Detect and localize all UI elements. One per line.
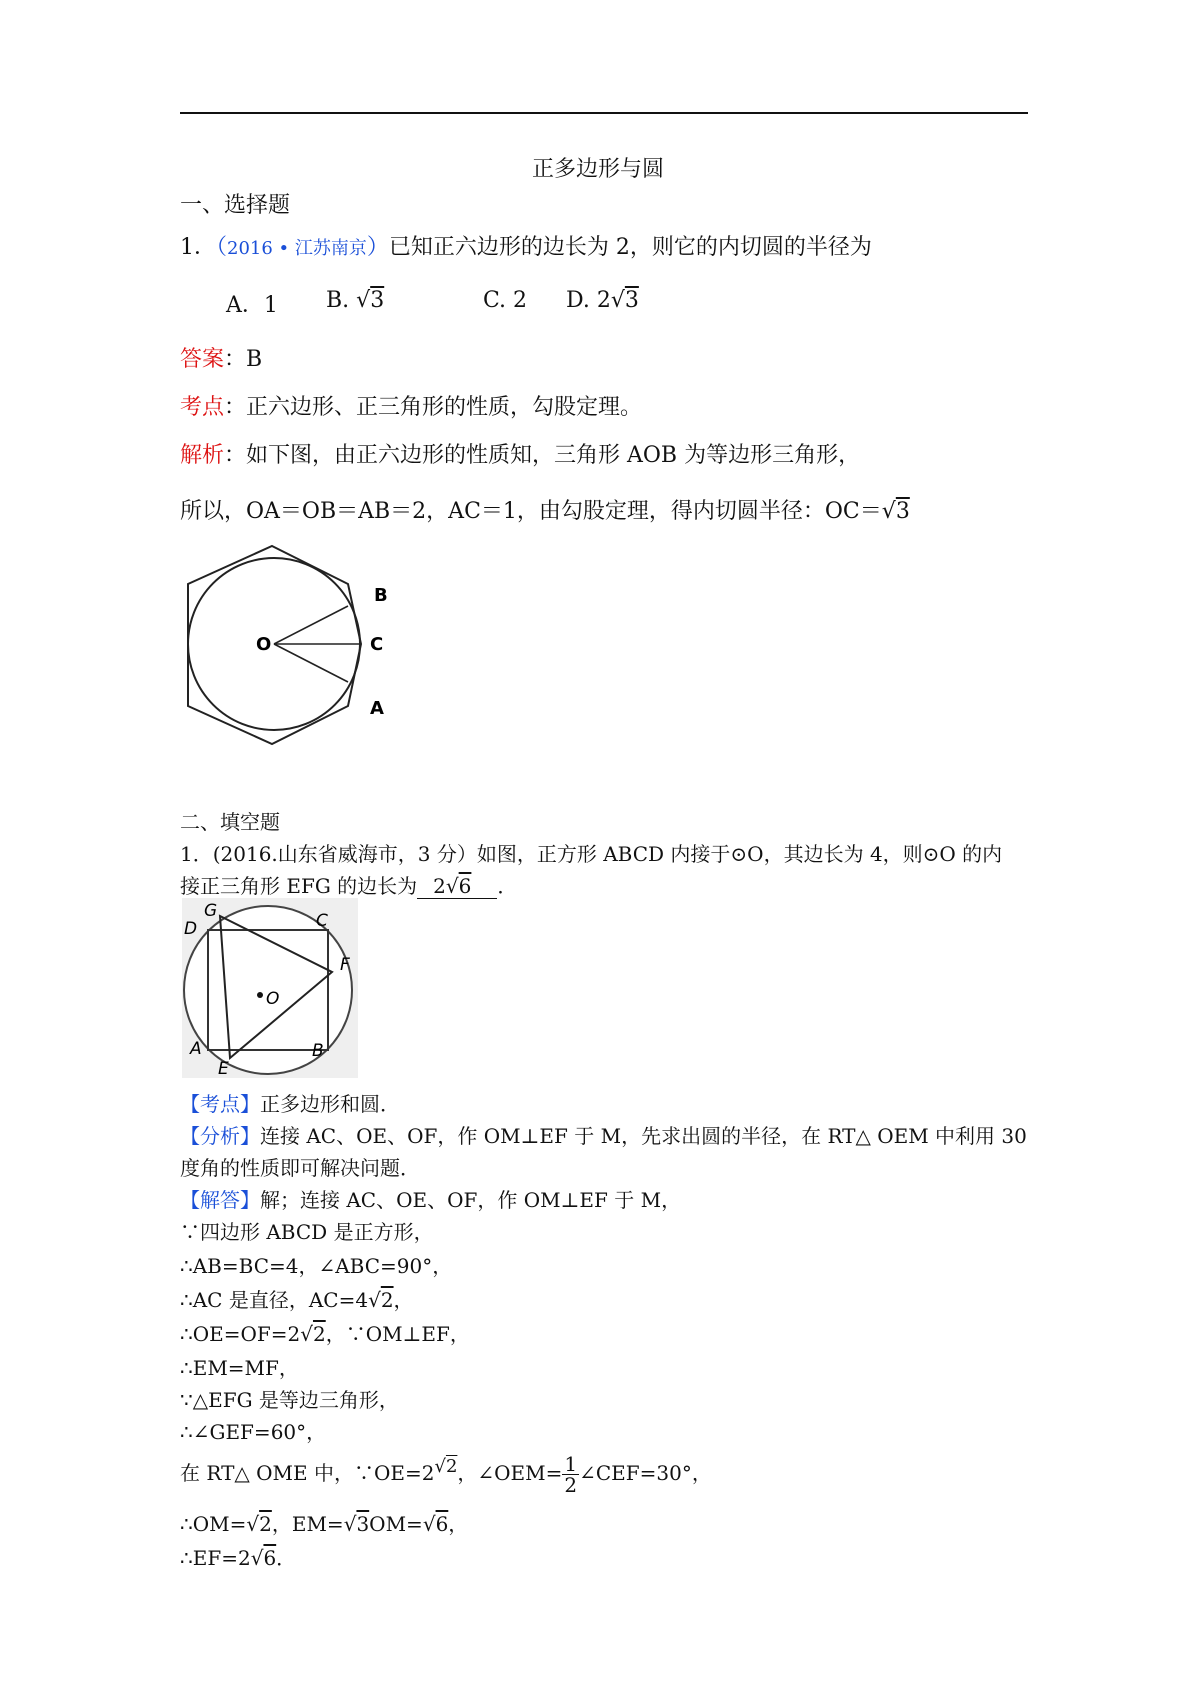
option-d-label: D. 2 (566, 288, 611, 313)
label-o: O (266, 989, 280, 1009)
square-triangle-figure (182, 898, 358, 1078)
label-g: G (204, 901, 218, 921)
center-point (257, 992, 263, 998)
q2-kaodian-value: 正多边形和圆． (260, 1092, 400, 1116)
option-d (566, 288, 639, 313)
step-9-text: ∴OM= (180, 1512, 247, 1536)
label-f: F (340, 955, 350, 975)
step-10-end: ． (276, 1546, 297, 1570)
option-a: A．1 (226, 293, 278, 318)
segment-oa (274, 644, 348, 682)
kaodian-line (180, 390, 642, 421)
step-10-text: ∴EF=2 (180, 1546, 251, 1570)
answer-value: ：B (224, 347, 263, 372)
solution-step-7: ∴∠GEF=60°， (180, 1420, 327, 1444)
sqrt-sign: √3 (881, 499, 910, 524)
option-b-label: B. (326, 288, 350, 313)
question-1-stem (180, 230, 872, 261)
sqrt-sign: √2 (300, 1322, 326, 1346)
solution-step-4 (180, 1318, 470, 1347)
label-b: B (374, 585, 388, 606)
option-b (326, 288, 384, 313)
fraction-numerator: 1 (564, 1452, 578, 1476)
q2-fenxi-label: 【分析】 (180, 1124, 260, 1148)
solution-step-1: ∵四边形 ABCD 是正方形， (180, 1220, 434, 1244)
sqrt-sign: √2 (434, 1456, 458, 1478)
step-8-text: 在 RT△ OME 中，∵OE=2 (180, 1461, 435, 1485)
label-e: E (218, 1059, 229, 1078)
radicand: 6 (435, 1512, 449, 1536)
radicand: 2 (445, 1456, 458, 1478)
step-3-text: ∴AC 是直径，AC=4 (180, 1288, 369, 1312)
hexagon-figure (186, 544, 396, 756)
segment-ob (274, 606, 348, 644)
sqrt-sign: √2 (246, 1512, 272, 1536)
label-d: D (184, 919, 198, 939)
question-2-end: ． (497, 874, 518, 898)
header-rule (180, 112, 1028, 114)
radicand: 2 (312, 1322, 326, 1346)
step-3-end: ， (393, 1288, 414, 1312)
label-b: B (312, 1041, 324, 1061)
answer-blank (417, 874, 497, 899)
fraction-denominator: 2 (564, 1473, 578, 1497)
question-2-line-2-text: 接正三角形 EFG 的边长为 (180, 874, 418, 898)
q2-fenxi-line-2: 度角的性质即可解决问题． (180, 1156, 420, 1180)
kaodian-value: ：正六边形、正三角形的性质，勾股定理。 (224, 395, 643, 420)
answer-label: 答案 (180, 347, 225, 372)
radicand: 3 (370, 288, 385, 313)
solution-step-10 (180, 1542, 296, 1571)
page-title: 正多边形与圆 (532, 157, 665, 182)
radicand: 3 (356, 1512, 370, 1536)
jiexi-line-2-text: 所以，OA＝OB＝AB＝2，AC＝1，由勾股定理，得内切圆半径：OC＝ (180, 499, 882, 524)
radicand: 2 (259, 1512, 272, 1536)
jiexi-value: ：如下图，由正六边形的性质知，三角形 AOB 为等边形三角形， (224, 443, 861, 468)
radicand: 2 (380, 1288, 394, 1312)
label-o: O (256, 634, 272, 655)
question-2-line-2 (180, 870, 517, 899)
sqrt-sign: √6 (250, 1546, 277, 1570)
fraction-one-half (562, 1454, 579, 1495)
sqrt-sign: √3 (356, 288, 385, 313)
q2-jieda-line (180, 1184, 681, 1213)
q2-kaodian-label: 【考点】 (180, 1092, 260, 1116)
step-9-end: ， (448, 1512, 469, 1536)
blank-coefficient: 2 (433, 874, 446, 898)
option-c: C. 2 (483, 288, 528, 313)
jiexi-line (180, 438, 860, 469)
step-4-text: ∴OE=OF=2 (180, 1322, 301, 1346)
section-heading-fill: 二、填空题 (180, 810, 280, 834)
section-heading-choice: 一、选择题 (180, 193, 291, 218)
jiexi-line-2 (180, 494, 910, 525)
radicand: 3 (624, 288, 639, 313)
q2-jieda-value: 解；连接 AC、OE、OF，作 OM⊥EF 于 M， (260, 1188, 682, 1212)
sqrt-sign: √6 (422, 1512, 449, 1536)
radicand: 6 (458, 874, 472, 898)
question-text: 已知正六边形的边长为 2，则它的内切圆的半径为 (388, 235, 872, 260)
q2-fenxi-line (180, 1120, 1027, 1149)
label-c: C (370, 634, 384, 655)
step-9-mid: ，EM= (271, 1512, 344, 1536)
solution-step-9 (180, 1508, 468, 1537)
step-8-mid: ，∠OEM= (457, 1461, 563, 1485)
kaodian-label: 考点 (180, 395, 225, 420)
question-source: 2016 • 江苏南京 (227, 238, 367, 259)
q2-jieda-label: 【解答】 (180, 1188, 260, 1212)
radicand: 3 (895, 499, 910, 524)
label-a: A (370, 698, 384, 719)
sqrt-sign: √3 (610, 288, 639, 313)
solution-step-6: ∵△EFG 是等边三角形， (180, 1388, 399, 1412)
sqrt-sign: √3 (343, 1512, 370, 1536)
label-a: A (190, 1039, 202, 1059)
step-8-end: ∠CEF=30°， (579, 1461, 712, 1485)
solution-step-5: ∴EM=MF， (180, 1356, 299, 1380)
solution-step-2: ∴AB=BC=4，∠ABC=90°， (180, 1254, 453, 1278)
label-c: C (316, 911, 328, 931)
source-close: ） (366, 235, 389, 260)
q2-kaodian-line (180, 1088, 400, 1117)
q2-fenxi-value: 连接 AC、OE、OF，作 OM⊥EF 于 M，先求出圆的半径，在 RT△ OEM 中利用 30 (260, 1124, 1027, 1148)
solution-step-3 (180, 1284, 414, 1313)
solution-step-8 (180, 1454, 712, 1495)
source-open: （ (216, 235, 228, 260)
radicand: 6 (263, 1546, 277, 1570)
sqrt-sign: √2 (368, 1288, 394, 1312)
sqrt-sign: √6 (445, 874, 472, 898)
answer-line (180, 342, 262, 373)
jiexi-label: 解析 (180, 443, 225, 468)
step-4-end: ，∵OM⊥EF， (325, 1322, 470, 1346)
question-number: 1． (180, 235, 216, 260)
question-2-line-1: 1．(2016.山东省威海市，3 分）如图，正方形 ABCD 内接于⊙O，其边长为 4，则⊙O 的内 (180, 842, 1003, 866)
step-9-mid-2: OM= (369, 1512, 423, 1536)
